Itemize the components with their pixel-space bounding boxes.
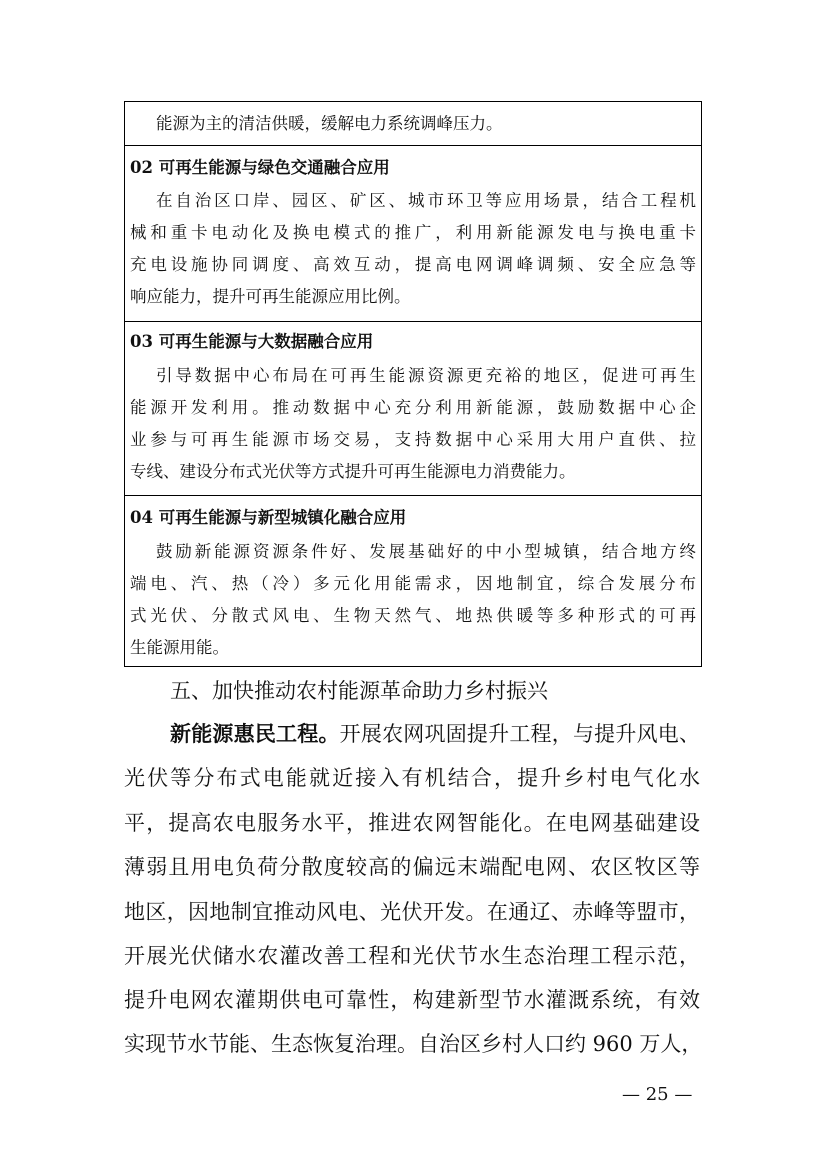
paragraph-line: 提升电网农灌期供电可靠性，构建新型节水灌溉系统，有效 xyxy=(124,988,700,1012)
table-row xyxy=(125,145,701,321)
planning-table xyxy=(124,101,702,667)
table-row-text: 业参与可再生能源市场交易，支持数据中心采用大用户直供、拉 xyxy=(130,430,696,449)
table-row-text: 能源开发利用。推动数据中心充分利用新能源，鼓励数据中心企 xyxy=(130,398,696,417)
row-heading: 02 可再生能源与绿色交通融合应用 xyxy=(130,158,390,177)
table-row-text: 响应能力，提升可再生能源应用比例。 xyxy=(130,287,411,306)
paragraph-line: 地区，因地制宜推动风电、光伏开发。在通辽、赤峰等盟市， xyxy=(124,900,700,924)
table-row-text: 能源为主的清洁供暖，缓解电力系统调峰压力。 xyxy=(156,114,503,133)
table-row xyxy=(125,495,701,667)
paragraph-line: 薄弱且用电负荷分散度较高的偏远末端配电网、农区牧区等 xyxy=(124,855,700,879)
table-row-text: 式光伏、分散式风电、生物天然气、地热供暖等多种形式的可再 xyxy=(130,606,696,625)
paragraph-line: 平，提高农电服务水平，推进农网智能化。在电网基础建设 xyxy=(124,811,700,835)
paragraph-first-line xyxy=(170,723,700,745)
row-heading: 04 可再生能源与新型城镇化融合应用 xyxy=(130,508,407,527)
paragraph-line: 实现节水节能、生态恢复治理。自治区乡村人口约 960 万人， xyxy=(124,1032,703,1056)
section-title: 五、加快推动农村能源革命助力乡村振兴 xyxy=(170,679,548,703)
paragraph-line: 开展光伏储水农灌改善工程和光伏节水生态治理工程示范， xyxy=(124,944,700,968)
table-row-text: 在自治区口岸、园区、矿区、城市环卫等应用场景，结合工程机 xyxy=(156,191,696,210)
paragraph-line: 光伏等分布式电能就近接入有机结合，提升乡村电气化水 xyxy=(124,766,700,790)
table-row xyxy=(125,321,701,495)
paragraph-lead: 新能源惠民工程。 xyxy=(170,721,340,746)
table-row-text: 生能源用能。 xyxy=(130,638,229,657)
table-row-text: 充电设施协同调度、高效互动，提高电网调峰调频、安全应急等 xyxy=(130,255,696,274)
table-row-text: 鼓励新能源资源条件好、发展基础好的中小型城镇，结合地方终 xyxy=(156,542,696,561)
paragraph-text: 开展农网巩固提升工程，与提升风电、 xyxy=(339,722,701,746)
table-row xyxy=(125,102,701,145)
table-row-text: 端电、汽、热（冷）多元化用能需求，因地制宜，综合发展分布 xyxy=(130,574,696,593)
table-row-text: 械和重卡电动化及换电模式的推广，利用新能源发电与换电重卡 xyxy=(130,223,696,242)
page-number: — 25 — xyxy=(622,1084,693,1105)
table-row-text: 引导数据中心布局在可再生能源资源更充裕的地区，促进可再生 xyxy=(156,366,696,385)
table-row-text: 专线、建设分布式光伏等方式提升可再生能源电力消费能力。 xyxy=(130,462,576,481)
row-heading: 03 可再生能源与大数据融合应用 xyxy=(130,332,374,351)
